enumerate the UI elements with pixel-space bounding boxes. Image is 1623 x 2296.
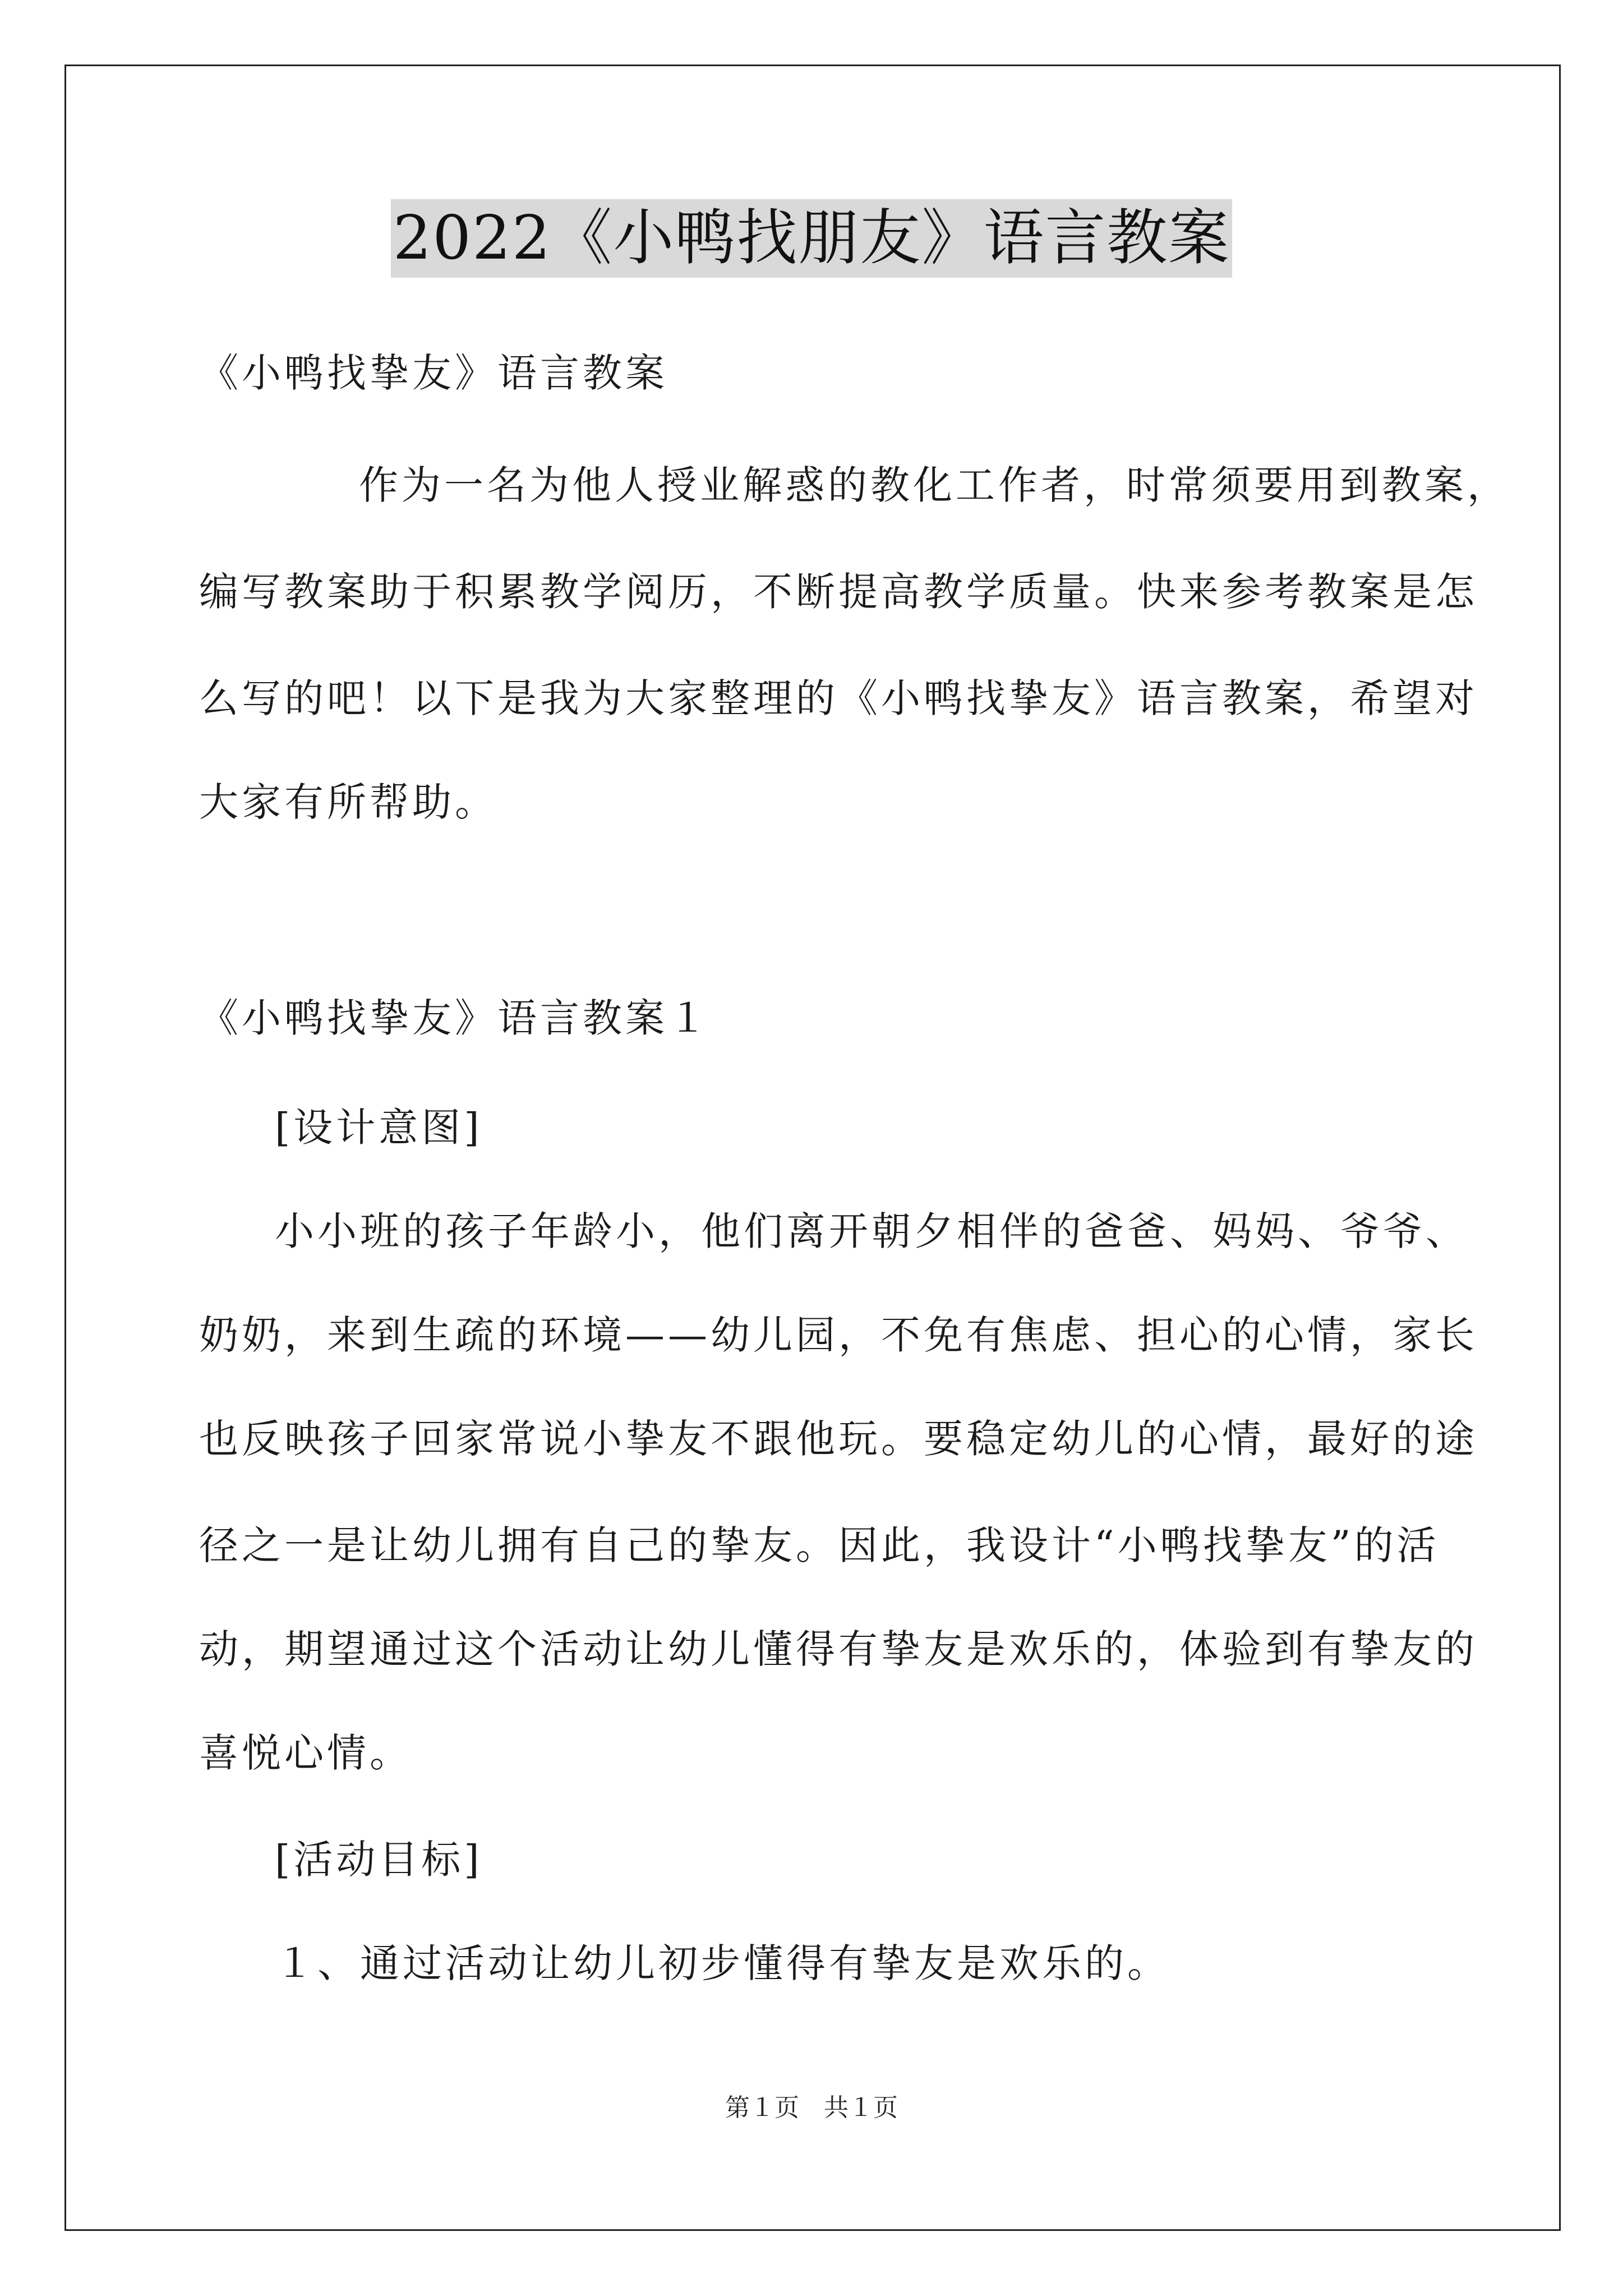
design-line-6: 喜悦心情。 [199, 1730, 412, 1776]
section-heading: 《小鸭找挚友》语言教案１ [199, 995, 711, 1041]
goal-heading: [活动目标] [275, 1837, 483, 1883]
goal-item-1: １、通过活动让幼儿初步懂得有挚友是欢乐的。 [275, 1940, 1170, 1986]
intro-line-2: 编写教案助于积累教学阅历，不断提高教学质量。快来参考教案是怎 [199, 569, 1478, 615]
page-footer: 第１页 共１页 [725, 2093, 898, 2122]
document-subtitle: 《小鸭找挚友》语言教案 [199, 350, 668, 396]
intro-line-3: 么写的吧！以下是我为大家整理的《小鸭找挚友》语言教案，希望对 [199, 675, 1478, 721]
design-line-4: 径之一是让幼儿拥有自己的挚友。因此，我设计“小鸭找挚友”的活 [199, 1522, 1440, 1568]
title-wrap [0, 199, 1623, 278]
design-line-5: 动，期望通过这个活动让幼儿懂得有挚友是欢乐的，体验到有挚友的 [199, 1626, 1478, 1672]
intro-line-1: 作为一名为他人授业解惑的教化工作者，时常须要用到教案， [359, 462, 1510, 508]
intro-line-4: 大家有所帮助。 [199, 779, 497, 825]
design-line-3: 也反映孩子回家常说小挚友不跟他玩。要稳定幼儿的心情，最好的途 [199, 1416, 1478, 1462]
design-line-1: 小小班的孩子年龄小，他们离开朝夕相伴的爸爸、妈妈、爷爷、 [275, 1208, 1468, 1254]
design-line-2: 奶奶，来到生疏的环境——幼儿园，不免有焦虑、担心的心情，家长 [199, 1312, 1478, 1358]
design-heading: [设计意图] [275, 1105, 483, 1151]
document-title: 2022《小鸭找朋友》语言教案 [391, 199, 1233, 278]
